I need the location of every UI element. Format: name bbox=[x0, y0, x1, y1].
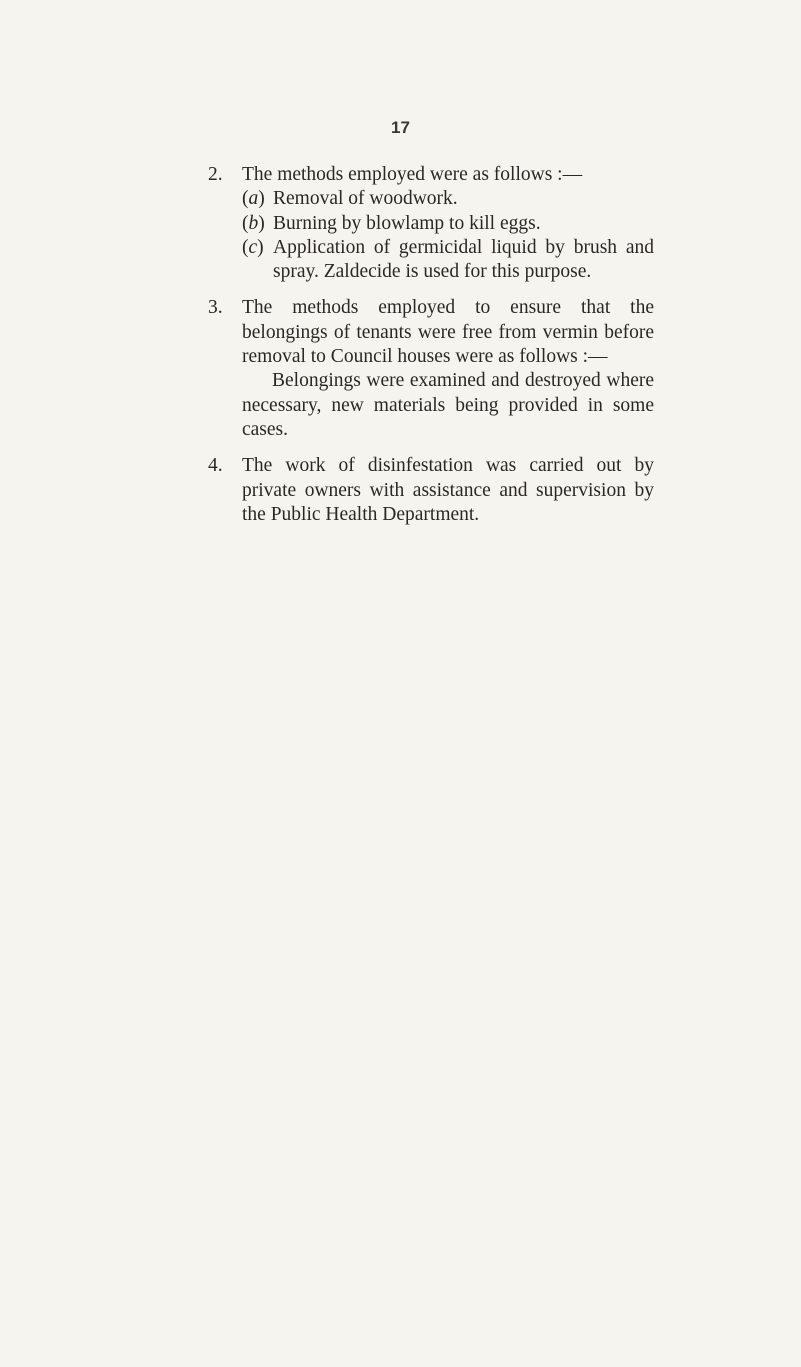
subitem-text: Application of germicidal liquid by brush and spray. Zaldecide is used for this purpose. bbox=[273, 236, 654, 283]
list-item-3 bbox=[208, 296, 654, 442]
subitem-label: (c) bbox=[242, 236, 264, 258]
item-paragraph: Belongings were examined and destroyed where necessary, new materials being provided in some cases. bbox=[242, 370, 654, 440]
item-intro: The work of disinfestation was carried out by private owners with assistance and supervision by the Public Health Department. bbox=[242, 455, 654, 525]
subitem-label: (b) bbox=[242, 212, 265, 234]
list-item-4 bbox=[208, 454, 654, 527]
document-body bbox=[208, 163, 654, 527]
item-number: 3. bbox=[208, 297, 223, 319]
subitem-c bbox=[242, 236, 654, 285]
item-number: 2. bbox=[208, 164, 223, 185]
item-intro: The methods employed were as follows :— bbox=[242, 164, 583, 185]
list-item-2 bbox=[208, 163, 654, 284]
subitem-label: (a) bbox=[242, 188, 265, 210]
subitem-a bbox=[242, 187, 654, 211]
subitem-text: Burning by blowlamp to kill eggs. bbox=[273, 212, 541, 234]
subitem-text: Removal of woodwork. bbox=[273, 188, 458, 210]
item-number: 4. bbox=[208, 455, 223, 477]
subitem-b bbox=[242, 212, 654, 236]
page-number: 17 bbox=[391, 118, 410, 137]
item-intro: The methods employed to ensure that the belongings of tenants were free from vermin before removal to Council houses were as follows :— bbox=[242, 297, 654, 368]
